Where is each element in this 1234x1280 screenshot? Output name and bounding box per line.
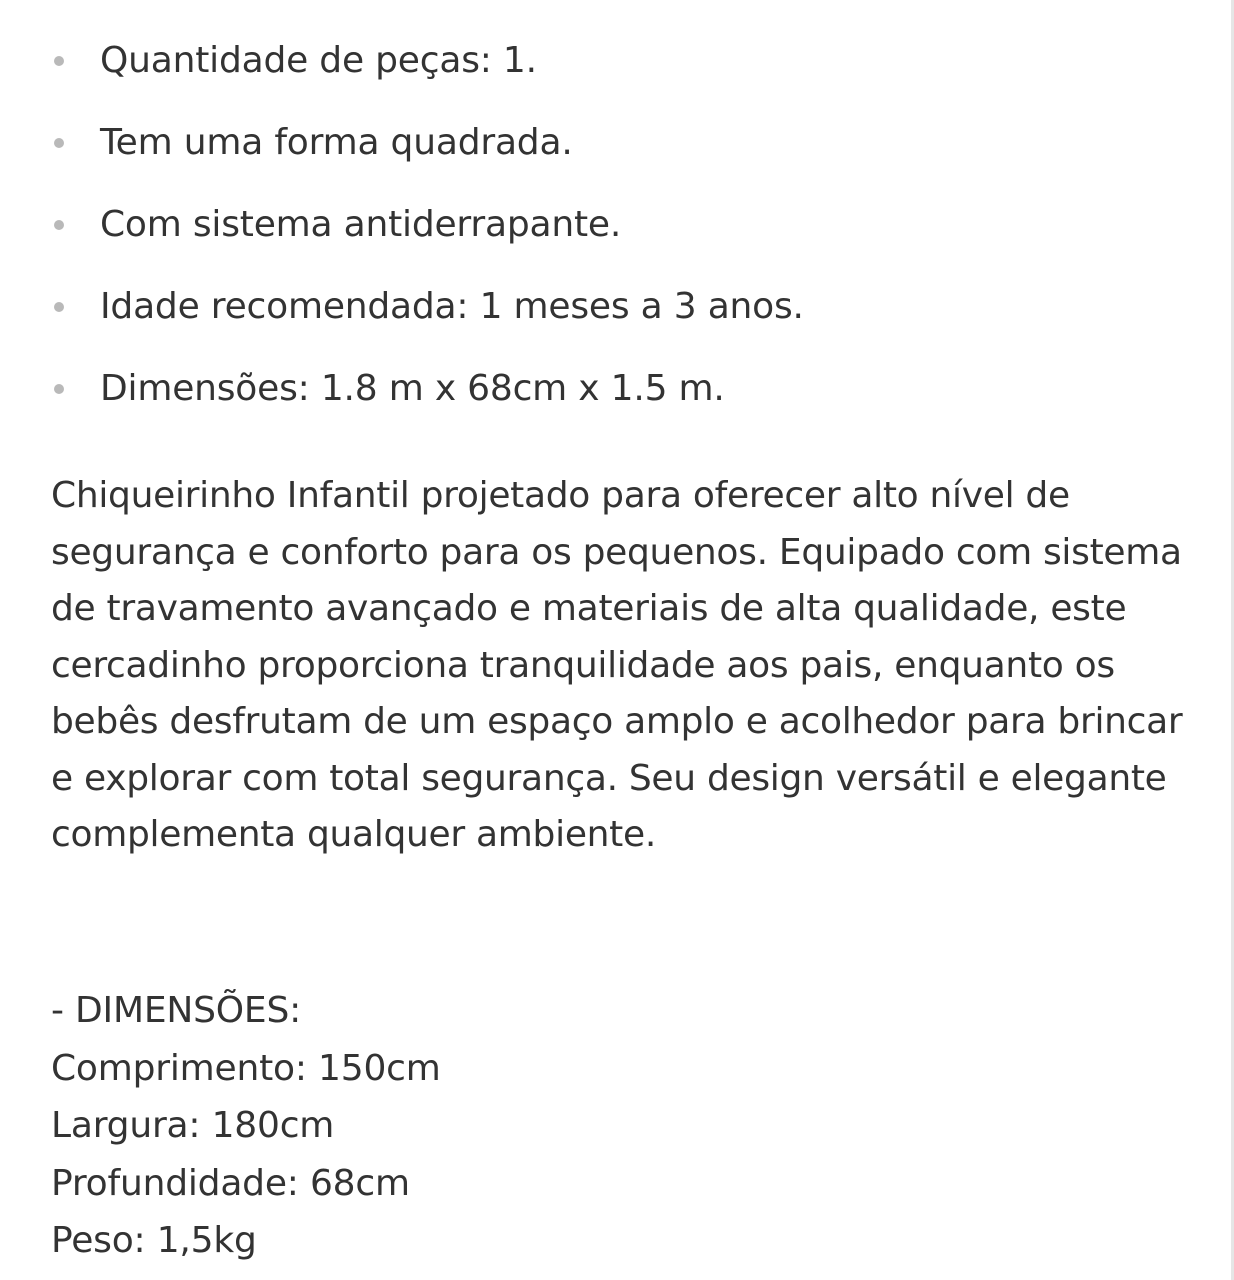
- feature-item: [0, 36, 1200, 86]
- feature-item: [0, 282, 1200, 332]
- dimension-line: Largura: 180cm: [51, 1105, 335, 1146]
- feature-text: Tem uma forma quadrada.: [100, 122, 573, 163]
- dimension-line: Comprimento: 150cm: [51, 1047, 441, 1089]
- dimension-line: Profundidade: 68cm: [51, 1162, 410, 1204]
- feature-text: Idade recomendada: 1 meses a 3 anos.: [100, 286, 804, 327]
- feature-text: Quantidade de peças: 1.: [100, 40, 537, 81]
- dimensions-heading: - DIMENSÕES:: [51, 990, 302, 1031]
- bullet-dot-icon: [54, 138, 64, 148]
- bullet-dot-icon: [54, 56, 64, 66]
- bullet-dot-icon: [54, 384, 64, 394]
- feature-text: Com sistema antiderrapante.: [100, 204, 622, 245]
- feature-text: Dimensões: 1.8 m x 68cm x 1.5 m.: [100, 368, 725, 409]
- dimension-line: Peso: 1,5kg: [51, 1220, 257, 1261]
- product-description-paragraph: Chiqueirinho Infantil projetado para oferecer alto nível de segurança e conforto para os pequenos. Equipado com sistema de travamento avançado e materiais de alta qualidade, este cercadinho proporciona tranquilidade aos pais, enquanto os bebês desfrutam de um espaço amplo e acolhedor para brincar e explorar com total segurança. Seu design versátil e elegante complementa qualquer ambiente.: [51, 475, 1183, 855]
- bullet-dot-icon: [54, 220, 64, 230]
- dimensions-section: [51, 982, 441, 1270]
- bullet-dot-icon: [54, 302, 64, 312]
- feature-item: [0, 364, 1200, 414]
- feature-item: [0, 200, 1200, 250]
- feature-item: [0, 118, 1200, 168]
